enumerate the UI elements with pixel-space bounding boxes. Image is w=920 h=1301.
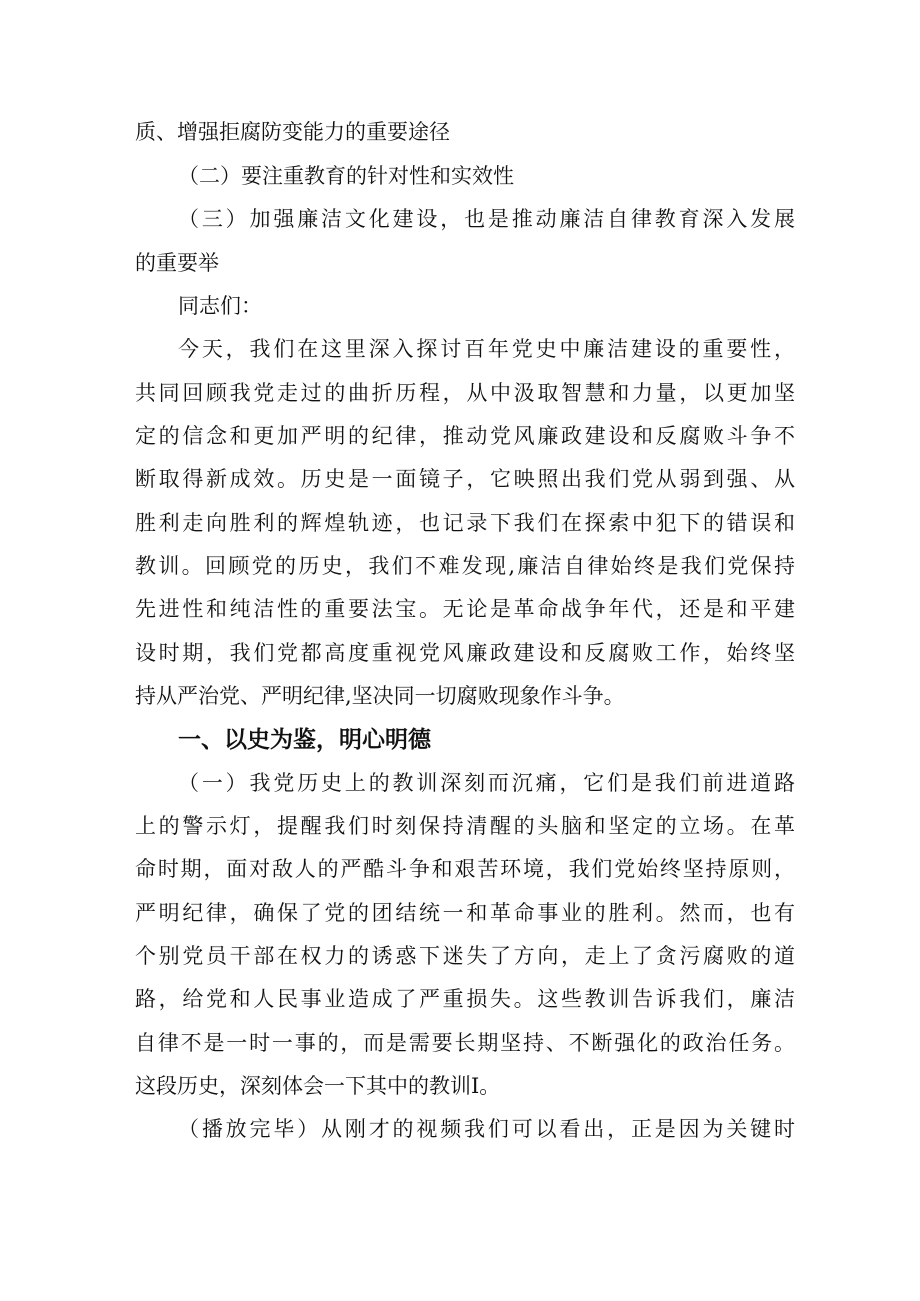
paragraph-line: 严明纪律，确保了党的团结统一和革命事业的胜利。然而，也有 — [135, 901, 795, 925]
paragraph-line: 胜利走向胜利的辉煌轨迹，也记录下我们在探索中犯下的错误和 — [135, 511, 795, 535]
text-line: 的重要举 — [135, 251, 219, 275]
paragraph-line: 今天，我们在这里深入探讨百年党史中廉洁建设的重要性， — [178, 337, 795, 361]
paragraph-line: 自律不是一时一事的，而是需要长期坚持、不断强化的政治任务。 — [135, 1031, 795, 1055]
paragraph-line: 定的信念和更加严明的纪律，推动党风廉政建设和反腐败斗争不 — [135, 424, 795, 448]
paragraph-line: 断取得新成效。历史是一面镜子，它映照出我们党从弱到强、从 — [135, 467, 795, 491]
paragraph-line: 设时期，我们党都高度重视党风廉政建设和反腐败工作，始终坚 — [135, 641, 795, 665]
subheading-line: （二）要注重教育的针对性和实效性 — [178, 164, 514, 188]
paragraph-line: 上的警示灯，提醒我们时刻保持清醒的头脑和坚定的立场。在革 — [135, 814, 795, 838]
paragraph-line: 先进性和纯洁性的重要法宝。无论是革命战争年代，还是和平建 — [135, 597, 795, 621]
paragraph-line: 这段历史，深刻体会一下其中的教训I。 — [135, 1074, 501, 1098]
subheading-line: （三）加强廉洁文化建设，也是推动廉洁自律教育深入发展 — [178, 207, 795, 231]
paragraph-line: （一）我党历史上的教训深刻而沉痛，它们是我们前进道路 — [178, 771, 795, 795]
section-heading: 一、以史为鉴，明心明德 — [178, 727, 431, 753]
paragraph-line: 共同回顾我党走过的曲折历程，从中汲取智慧和力量，以更加坚 — [135, 381, 795, 405]
salutation: 同志们： — [178, 294, 262, 318]
paragraph-line: 路，给党和人民事业造成了严重损失。这些教训告诉我们，廉洁 — [135, 987, 795, 1011]
paragraph-line: 持从严治党、严明纪律,坚决同一切腐败现象作斗争。 — [135, 684, 625, 708]
paragraph-line: （播放完毕）从刚才的视频我们可以看出，正是因为关键时 — [178, 1117, 795, 1141]
text-line: 质、增强拒腐防变能力的重要途径 — [135, 120, 450, 144]
paragraph-line: 个别党员干部在权力的诱惑下迷失了方向，走上了贪污腐败的道 — [135, 944, 795, 968]
paragraph-line: 命时期，面对敌人的严酷斗争和艰苦环境，我们党始终坚持原则， — [135, 857, 795, 881]
paragraph-line: 教训。回顾党的历史，我们不难发现,廉洁自律始终是我们党保持 — [135, 554, 795, 578]
